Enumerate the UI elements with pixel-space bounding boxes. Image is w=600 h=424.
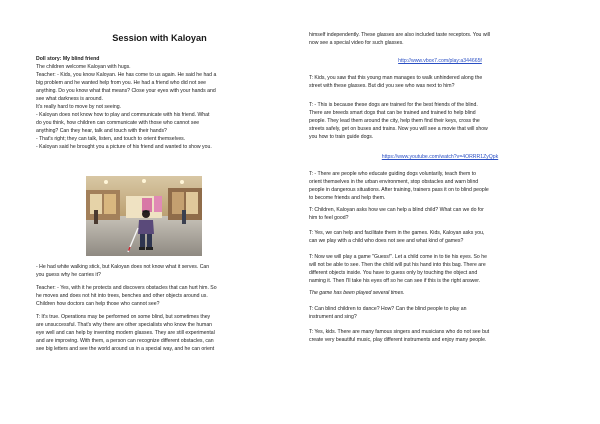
text-line: different objects inside. You have to guess only by touching the object and (309, 270, 478, 277)
text-line: naming it. Then I'll take his eyes off so he can see if this is the right answer. (309, 278, 481, 285)
text-line: now see a special video for such glasses. (309, 40, 404, 47)
text-line: can we play with a child who does not see and what kind of games? (309, 238, 464, 245)
text-line: T: - There are people who educate guiding dogs voluntarily, teach them to (309, 171, 476, 177)
text-line: T: Children, Kaloyan asks how we can help a blind child? What can we do for (309, 207, 484, 213)
text-line: - Kaloyan said he brought you a picture of his friend and wanted to show you. (36, 144, 212, 151)
text-line: T: Can blind children to dance? How? Can the blind people to play an (309, 306, 467, 312)
text-line: people in dangerous situations. After training, trainers pass it on to blind people (309, 187, 489, 194)
text-line: T: Now we will play a game "Guess!". Let a child come in to tie his eyes. So he (309, 254, 487, 260)
text-line: himself independently. These glasses are also included taste receptors. You will (309, 32, 490, 38)
text-line: big problem and he wanted help from you. He had a friend who did not see (36, 80, 207, 87)
text-line: and are improving. With them, a person can recognize different obstacles, can (36, 338, 214, 345)
video-link-vbox7[interactable]: http://www.vbox7.com/play:a344665f (398, 58, 482, 64)
right-paragraph-4 (309, 170, 571, 202)
text-line: street with these glasses. But did you see who was next to him? (309, 83, 455, 90)
text-line: T: Yes, we can help and facilitate them in the games. Kids, Kaloyan asks you, (309, 230, 485, 236)
text-line: you guess why he carries it? (36, 272, 101, 279)
right-paragraph-1 (309, 31, 571, 47)
text-line: Teacher: - Kids, you know Kaloyan. He has come to us again. He said he had a (36, 72, 217, 79)
text-line: eye well and can help by inventing modern glasses. They are still experimental (36, 330, 215, 337)
right-paragraph-9 (309, 305, 571, 321)
text-line: anything? Can they hear, talk and touch with their hands? (36, 128, 167, 135)
text-line: - He had white walking stick, but Kaloyan does not know what it serves. Can (36, 264, 210, 270)
text-line: will not be able to see. Then the child will put his hand into this bag. There are (309, 262, 486, 269)
text-line: see what darkness is around. (36, 96, 103, 103)
text-line: he moves and does not hit into trees, benches and other objects around us. (36, 293, 208, 300)
text-line: There are breeds smart dogs that can be trained and trained to help blind (309, 110, 476, 117)
right-paragraph-2 (309, 74, 571, 90)
right-paragraph-7 (309, 253, 571, 285)
text-line: him to feel good? (309, 215, 349, 222)
left-paragraph-1 (36, 63, 283, 152)
text-line: It's really hard to move by not seeing. (36, 104, 121, 111)
text-line: Children how doctors can help those who cannot see? (36, 301, 160, 308)
text-line: are unsuccessful. That's why there are other specialists who know the human (36, 322, 213, 329)
photo-illustration (86, 176, 202, 256)
story-heading: Doll story: My blind friend (36, 56, 100, 62)
video-link-2-wrapper (309, 153, 571, 161)
text-line: see big letters and see the world around us in a special way, and he can orient (36, 346, 215, 353)
text-line: The children welcome Kaloyan with hugs. (36, 64, 131, 70)
blind-friend-photo (86, 176, 202, 256)
right-paragraph-10 (309, 328, 571, 344)
text-line: T: Yes, kids. There are many famous singers and musicians who do not see but (309, 329, 490, 335)
left-paragraph-4 (36, 313, 283, 353)
text-line: instrument and sing? (309, 314, 357, 321)
right-paragraph-3 (309, 101, 571, 141)
text-line: people. They lead them around the city, help them find their keys, cross the (309, 118, 480, 125)
text-line: T: - This is because these dogs are trained for the best friends of the blind. (309, 102, 478, 108)
left-paragraph-2 (36, 263, 283, 279)
right-paragraph-5 (309, 206, 571, 222)
left-paragraph-3 (36, 284, 283, 308)
game-note: The game has been played several times. (309, 290, 405, 296)
page-title: Session with Kaloyan (112, 33, 207, 43)
text-line: do you think, how children can communicate with those who cannot see (36, 120, 200, 127)
video-link-1-wrapper (309, 57, 571, 65)
right-paragraph-6 (309, 229, 571, 245)
video-link-youtube[interactable]: https://www.youtube.com/watch?v=4ORRR1ZyQpk (381, 154, 499, 160)
text-line: Teacher: - Yes, with it he protects and discovers obstacles that can hurt him. So (36, 285, 217, 291)
text-line: create very beautiful music, play different instruments and enjoy many people. (309, 337, 487, 344)
text-line: T: It's true. Operations may be performed on some blind, but sometimes they (36, 314, 211, 320)
text-line: - That's right; they can talk, listen, and touch to orient themselves. (36, 136, 186, 143)
text-line: orient themselves in the urban environment, stop obstacles and warn blind (309, 179, 479, 186)
text-line: - Kaloyan does not know how to play and communicate with his friend. What (36, 112, 210, 119)
text-line: anything. Do you know what that means? Close your eyes with your hands and (36, 88, 216, 95)
text-line: to become friends and help them. (309, 195, 386, 202)
text-line: you how to train guide dogs. (309, 134, 374, 141)
text-line: T: Kids, you saw that this young man manages to walk unhindered along the (309, 75, 483, 81)
text-line: streets safely, get on buses and trains. Now you will see a movie that will show (309, 126, 488, 133)
